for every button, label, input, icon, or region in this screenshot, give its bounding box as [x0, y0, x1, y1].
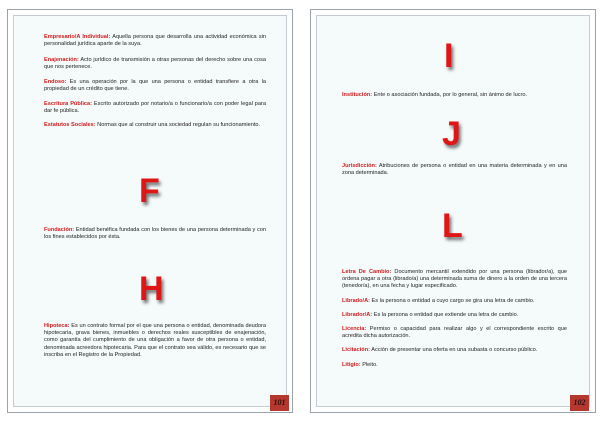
entry-term: Hipoteca:: [44, 323, 70, 329]
entry-term: Enajenación:: [44, 57, 79, 63]
glossary-entry-endoso: [44, 79, 266, 93]
entry-term: Librador/A:: [342, 312, 373, 318]
glossary-entry-licitacion: [342, 347, 567, 354]
entry-term: Empresario/A Individual:: [44, 34, 111, 40]
entry-term: Letra De Cambio:: [342, 269, 392, 275]
glossary-entry-jurisdiccion: [342, 163, 567, 177]
section-letter-h: H: [139, 270, 164, 308]
page-number: 101: [270, 395, 289, 411]
entry-definition: Aquella persona que desarrolla una actividad económica sin personalidad jurídica aparte de la suya.: [44, 34, 266, 48]
section-letter-f: F: [139, 172, 160, 210]
entry-definition: Escrito autorizado por notario/a o funcionario/a con poder legal para dar fe pública.: [44, 101, 266, 115]
entry-definition: Es un contrato formal por el que una persona o entidad, denominada deudora hipotecaria, grava bienes, inmuebles o derechos reales susceptibles de enajenación, como garantía del cumplimiento de una obligación a favor de otra persona o entidad, denominada acreedora hipotecaria. Para que el contrato sea válido, es necesario que se inscriba en el Registro de la Propiedad.: [44, 323, 266, 358]
entry-term: Estatutos Sociales:: [44, 122, 96, 128]
section-letter-i: I: [444, 37, 454, 75]
glossary-entry-institucion: [342, 92, 567, 99]
glossary-entry-fundacion: [44, 227, 266, 241]
entry-term: Endoso:: [44, 79, 67, 85]
entry-definition: Acción de presentar una oferta en una subasta o concurso público.: [369, 347, 538, 353]
left-page: [7, 9, 293, 413]
glossary-entry-librador: [342, 312, 567, 319]
entry-definition: Acto jurídico de transmisión a otras personas del derecho sobre una cosa que nos pertenece.: [44, 57, 266, 71]
entry-term: Librado/A:: [342, 298, 370, 304]
section-letter-j: J: [442, 115, 461, 153]
glossary-entry-litigio: [342, 362, 567, 369]
page-number: 102: [570, 395, 589, 411]
entry-term: Licencia:: [342, 326, 367, 332]
entry-definition: Permiso o capacidad para realizar algo y el correspondiente escrito que acredita dicha autorización.: [342, 326, 567, 340]
section-letter-l: L: [442, 207, 463, 245]
entry-term: Licitación:: [342, 347, 370, 353]
entry-definition: Atribuciones de persona o entidad en una materia determinada y en una zona determinada.: [342, 163, 567, 177]
entry-term: Escritura Pública:: [44, 101, 92, 107]
glossary-entry-licencia: [342, 326, 567, 340]
entry-definition: Ente o asociación fundada, por lo general, sin ánimo de lucro.: [372, 92, 527, 98]
entry-definition: Documento mercantil extendido por una persona (librador/a), que ordena pagar a otra (librado/a) una determinada suma de dinero a la orden de una tercera (tenedor/a), en una fecha y lugar especificado.: [342, 269, 567, 290]
entry-term: Jurisdicción:: [342, 163, 377, 169]
right-page: [310, 9, 596, 413]
glossary-entry-estatutos-sociales: [44, 122, 266, 129]
entry-term: Institución:: [342, 92, 373, 98]
glossary-entry-escritura-publica: [44, 101, 266, 115]
glossary-entry-letra-de-cambio: [342, 269, 567, 291]
glossary-entry-hipoteca: [44, 323, 266, 359]
entry-definition: Pleito.: [360, 362, 378, 368]
entry-definition: Normas que al construir una sociedad regulan su funcionamiento.: [95, 122, 261, 128]
glossary-entry-librado: [342, 298, 567, 305]
glossary-entry-enajenacion: [44, 57, 266, 71]
entry-term: Fundación:: [44, 227, 75, 233]
entry-definition: Entidad benéfica fundada con los bienes de una persona determinada y con los fines establecidos por ésta.: [44, 227, 266, 241]
entry-term: Litigio:: [342, 362, 361, 368]
entry-definition: Es la persona o entidad que extiende una letra de cambio.: [372, 312, 519, 318]
glossary-entry-empresario: [44, 34, 266, 48]
entry-definition: Es una operación por la que una persona o entidad transfiere a otra la propiedad de un crédito que tiene.: [44, 79, 266, 93]
entry-definition: Es la persona o entidad a cuyo cargo se gira una letra de cambio.: [369, 298, 535, 304]
